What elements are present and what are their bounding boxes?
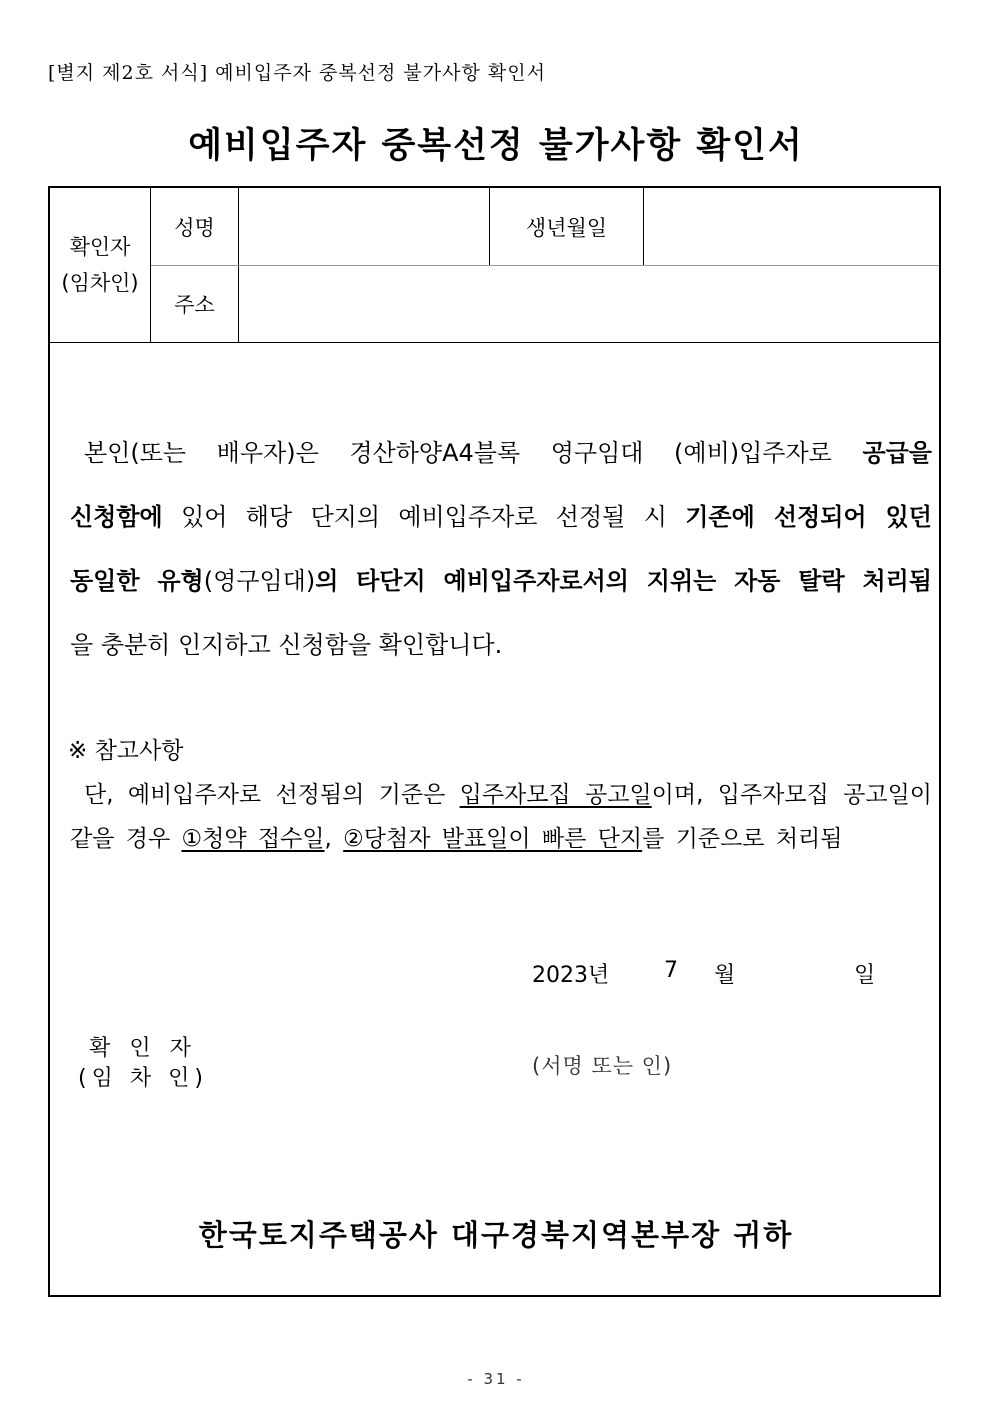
document-title: 예비입주자 중복선정 불가사항 확인서 [188, 126, 804, 166]
note-underline: 입주자모집 공고일 [459, 782, 652, 808]
name-field[interactable] [239, 188, 490, 266]
note-paragraph [70, 773, 932, 861]
birth-label: 생년월일 [525, 216, 608, 240]
note-line-2 [70, 817, 932, 861]
addressee: 한국토지주택공사 대구경북지역본부장 귀하 [198, 1218, 794, 1252]
statement-emphasis: 공급을 [862, 439, 932, 467]
note-text: 단, 예비입주자로 선정됨의 기준은 [84, 782, 446, 808]
signature-field[interactable]: (서명 또는 인) [532, 1054, 673, 1078]
signature-confirmer [78, 1034, 208, 1094]
address-label: 주소 [174, 293, 215, 317]
birth-field[interactable] [644, 188, 939, 266]
page-number: - 31 - [467, 1370, 525, 1388]
confirmer-sub-label: (임차인) [61, 271, 139, 295]
signature-confirmer-sub: (임 차 인) [78, 1066, 208, 1091]
signature-confirmer-label: 확 인 자 [89, 1036, 197, 1061]
statement-line-1 [70, 421, 932, 485]
name-label-cell [151, 188, 239, 266]
date-month-value[interactable]: 7 [664, 958, 678, 983]
statement-text: 본인(또는 배우자)은 경산하양A4블록 영구임대 (예비)입주자로 [84, 439, 832, 467]
statement-text: (영구임대) [203, 567, 316, 595]
statement-emphasis: 동일한 유형 [70, 567, 204, 595]
statement-emphasis: 신청함에 [70, 503, 163, 531]
date-year: 2023년 [532, 963, 610, 988]
statement-emphasis: 기존에 선정되어 있던 [685, 503, 932, 531]
note-text: 를 기준으로 처리됨 [642, 826, 843, 852]
statement-line-3 [70, 549, 932, 613]
name-label: 성명 [174, 216, 215, 240]
note-underline: ②당첨자 발표일이 빠른 단지 [343, 826, 643, 852]
note-line-1 [70, 773, 932, 817]
note-text: 같을 경우 [70, 826, 171, 852]
statement-line-2 [70, 485, 932, 549]
statement-line-4: 을 충분히 인지하고 신청함을 확인합니다. [70, 631, 503, 659]
address-field[interactable] [239, 266, 939, 343]
statement-text: 있어 해당 단지의 예비입주자로 선정될 시 [181, 503, 667, 531]
date-month-unit: 월 [714, 963, 736, 988]
confirmer-label: 확인자 [69, 235, 131, 259]
statement-paragraph [70, 421, 932, 677]
note-title: ※ 참고사항 [68, 738, 184, 764]
form-label: [별지 제2호 서식] 예비입주자 중복선정 불가사항 확인서 [48, 62, 546, 84]
statement-emphasis: 의 타단지 예비입주자로서의 지위는 자동 탈락 처리됨 [315, 567, 932, 595]
note-underline: ①청약 접수일 [181, 826, 325, 852]
date-day-unit: 일 [854, 963, 876, 988]
birth-label-cell [490, 188, 644, 266]
note-text: 이며, 입주자모집 공고일이 [651, 782, 932, 808]
confirmer-header-cell [50, 188, 151, 343]
note-text: , [324, 826, 332, 852]
address-label-cell [151, 266, 239, 343]
